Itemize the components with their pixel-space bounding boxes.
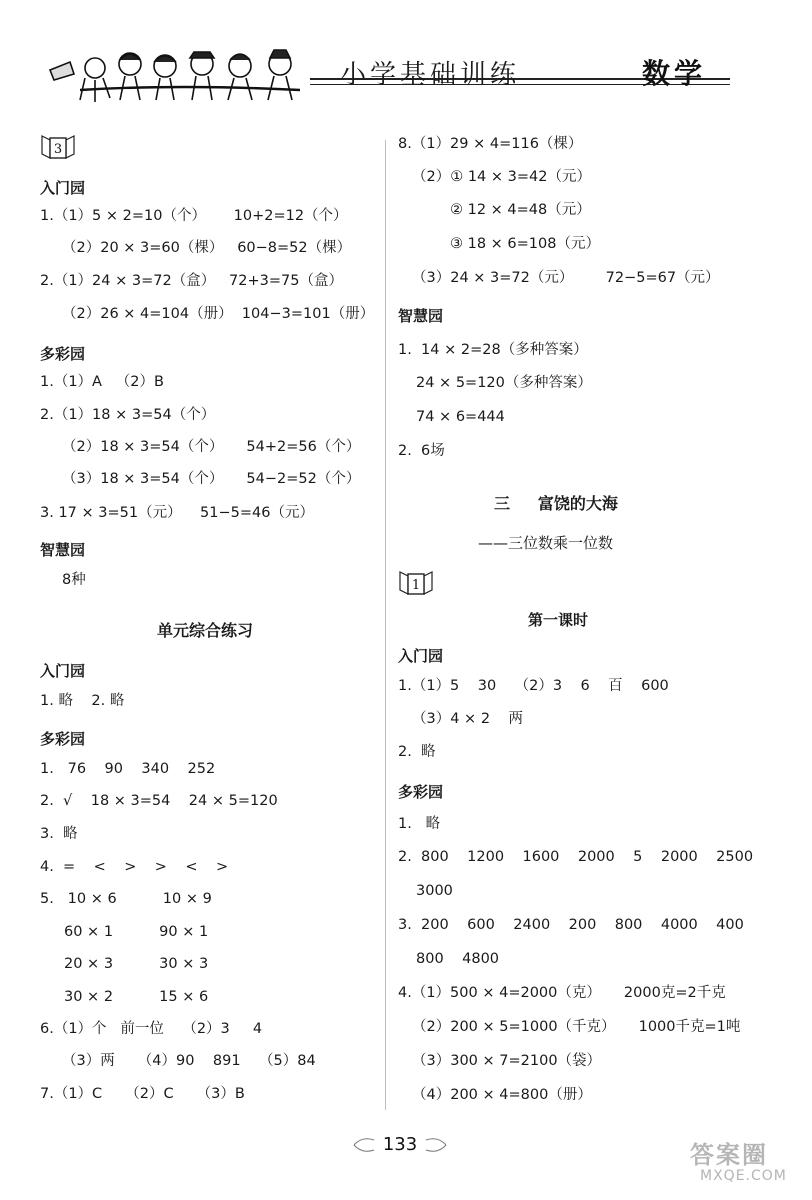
answer-line: 3. 200 600 2400 200 800 4000 400 [398, 917, 744, 933]
section-rumen: 入门园 [40, 662, 86, 680]
section-duocai: 多彩园 [398, 783, 444, 801]
section-zhihui: 智慧园 [40, 541, 86, 559]
answer-line: 2. 800 1200 1600 2000 5 2000 2500 [398, 849, 754, 865]
children-illustration [40, 40, 320, 110]
answer-line: 2.（1）24 × 3=72（盒） 72+3=75（盒） [40, 273, 343, 289]
section-rumen: 入门园 [398, 647, 444, 665]
answer-line: （2）20 × 3=60（棵） 60−8=52（棵） [62, 240, 352, 256]
unit-review-title: 单元综合练习 [156, 621, 253, 640]
section-rumen: 入门园 [40, 179, 86, 197]
answer-line: （3）300 × 7=2100（袋） [412, 1053, 602, 1069]
chapter-subtitle: ——三位数乘一位数 [478, 534, 614, 552]
section-duocai: 多彩园 [40, 730, 86, 748]
answer-line: 8种 [62, 572, 86, 588]
answer-line: （2）26 × 4=104（册） 104−3=101（册） [62, 306, 375, 322]
answer-line: （2）200 × 5=1000（千克） 1000千克=1吨 [412, 1019, 741, 1035]
section-duocai: 多彩园 [40, 345, 86, 363]
answer-line: 3. 略 [40, 826, 78, 842]
answer-line: 1. 76 90 340 252 [40, 761, 216, 777]
answer-line: 2. 略 [398, 744, 436, 760]
svg-text:3: 3 [53, 142, 63, 157]
answer-line: （3）24 × 3=72（元） 72−5=67（元） [412, 270, 720, 286]
answer-line: 800 4800 [416, 951, 500, 967]
answer-line: 1.（1）A （2）B [40, 374, 164, 390]
answer-line: 74 × 6=444 [416, 409, 505, 425]
answer-line: 4. = < > > < > [40, 859, 229, 875]
answer-line: 7.（1）C （2）C （3）B [40, 1086, 245, 1102]
lesson-badge-3 [40, 132, 76, 162]
answer-line: ③ 18 × 6=108（元） [450, 236, 600, 252]
answer-line: （2）① 14 × 3=42（元） [412, 169, 591, 185]
answer-line: 1. 略 [398, 816, 441, 832]
answer-line: （3）两 （4）90 891 （5）84 [62, 1053, 316, 1069]
column-divider [385, 140, 386, 1110]
watermark-url: MXQE.COM [700, 1168, 787, 1184]
section-zhihui: 智慧园 [398, 307, 444, 325]
page-header [30, 40, 790, 110]
page-number: 133 [382, 1134, 418, 1155]
answer-line: 1. 14 × 2=28（多种答案） [398, 342, 588, 358]
answer-line: 60 × 1 90 × 1 [64, 924, 209, 940]
answer-line: （3）18 × 3=54（个） 54−2=52（个） [62, 471, 361, 487]
chapter-title: 三 富饶的大海 [494, 494, 618, 513]
answer-line: 8.（1）29 × 4=116（棵） [398, 136, 583, 152]
series-title: 小学基础训练 [340, 60, 521, 90]
answer-line: 2. 6场 [398, 443, 445, 459]
answer-line: 3000 [416, 883, 453, 899]
answer-line: （2）18 × 3=54（个） 54+2=56（个） [62, 439, 361, 455]
answer-line: 24 × 5=120（多种答案） [416, 375, 592, 391]
answer-line: ② 12 × 4=48（元） [450, 202, 591, 218]
answer-line: 3. 17 × 3=51（元） 51−5=46（元） [40, 505, 314, 521]
answer-line: 6.（1）个 前一位 （2）3 4 [40, 1021, 263, 1037]
answer-line: 1. 略 2. 略 [40, 693, 125, 709]
answer-line: 2. √ 18 × 3=54 24 × 5=120 [40, 793, 278, 809]
answer-line: （4）200 × 4=800（册） [412, 1087, 592, 1103]
answer-line: 2.（1）18 × 3=54（个） [40, 407, 216, 423]
answer-line: （3）4 × 2 两 [412, 711, 523, 727]
answer-line: 4.（1）500 × 4=2000（克） 2000克=2千克 [398, 985, 726, 1001]
lesson-title: 第一课时 [528, 611, 589, 629]
subject-title: 数学 [642, 57, 707, 90]
answer-line: 1.（1）5 30 （2）3 6 百 600 [398, 678, 669, 694]
watermark-logo: 答案圈 [690, 1141, 768, 1169]
answer-line: 30 × 2 15 × 6 [64, 989, 209, 1005]
answer-line: 1.（1）5 × 2=10（个） 10+2=12（个） [40, 208, 348, 224]
lesson-badge-1 [398, 568, 434, 598]
answer-line: 20 × 3 30 × 3 [64, 956, 209, 972]
answer-line: 5. 10 × 6 10 × 9 [40, 891, 212, 907]
svg-text:1: 1 [411, 578, 421, 593]
